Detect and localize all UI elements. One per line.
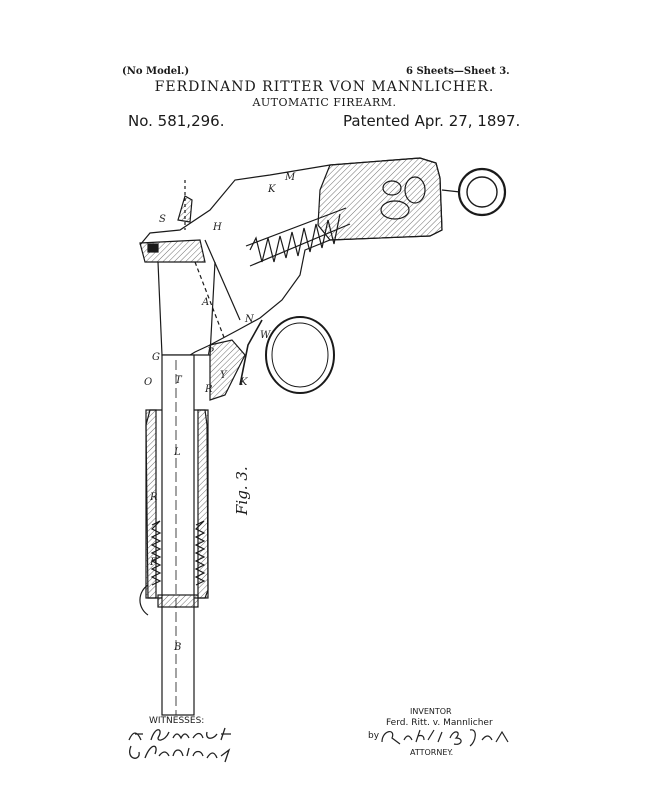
label-o: O [144, 377, 153, 388]
label-f: F [150, 557, 157, 568]
patent-number: No. 581,296. [128, 112, 225, 130]
barrel [162, 355, 194, 715]
label-m: M [285, 172, 296, 183]
attorney-signature [378, 724, 513, 750]
label-n: N [245, 314, 254, 325]
inventor-label: INVENTOR [410, 707, 452, 716]
patent-date: Patented Apr. 27, 1897. [343, 112, 521, 130]
figure-caption: Fig. 3. [233, 466, 251, 515]
witness-2-signature [125, 740, 245, 766]
patent-title: AUTOMATIC FIREARM. [252, 96, 397, 109]
label-w: W [260, 330, 271, 341]
by-label: by [368, 731, 380, 741]
label-p: P [207, 347, 214, 358]
label-r1: R [205, 384, 213, 395]
label-l: L [174, 447, 181, 458]
attorney-label: ATTORNEY. [410, 748, 454, 757]
label-k1: K [240, 377, 248, 388]
model-note: (No Model.) [122, 66, 190, 77]
witnesses-label: WITNESSES: [149, 716, 205, 726]
sheet-note: 6 Sheets—Sheet 3. [406, 66, 510, 77]
inventor-name: FERDINAND RITTER VON MANNLICHER. [154, 79, 495, 95]
frame-hatch [318, 158, 442, 240]
inventor-signature-name: Ferd. Ritt. v. Mannlicher [386, 718, 493, 728]
label-b: B [174, 642, 182, 653]
trigger-guard [266, 317, 334, 393]
lanyard-ring [459, 169, 505, 215]
label-g: G [152, 352, 160, 363]
label-k: K [268, 184, 276, 195]
lever-k [210, 340, 245, 400]
label-r: R [150, 492, 158, 503]
label-s: S [159, 214, 166, 225]
label-h: H [213, 222, 222, 233]
label-y: Y [220, 370, 227, 381]
label-t: T [175, 375, 182, 386]
label-a: A [202, 297, 210, 308]
